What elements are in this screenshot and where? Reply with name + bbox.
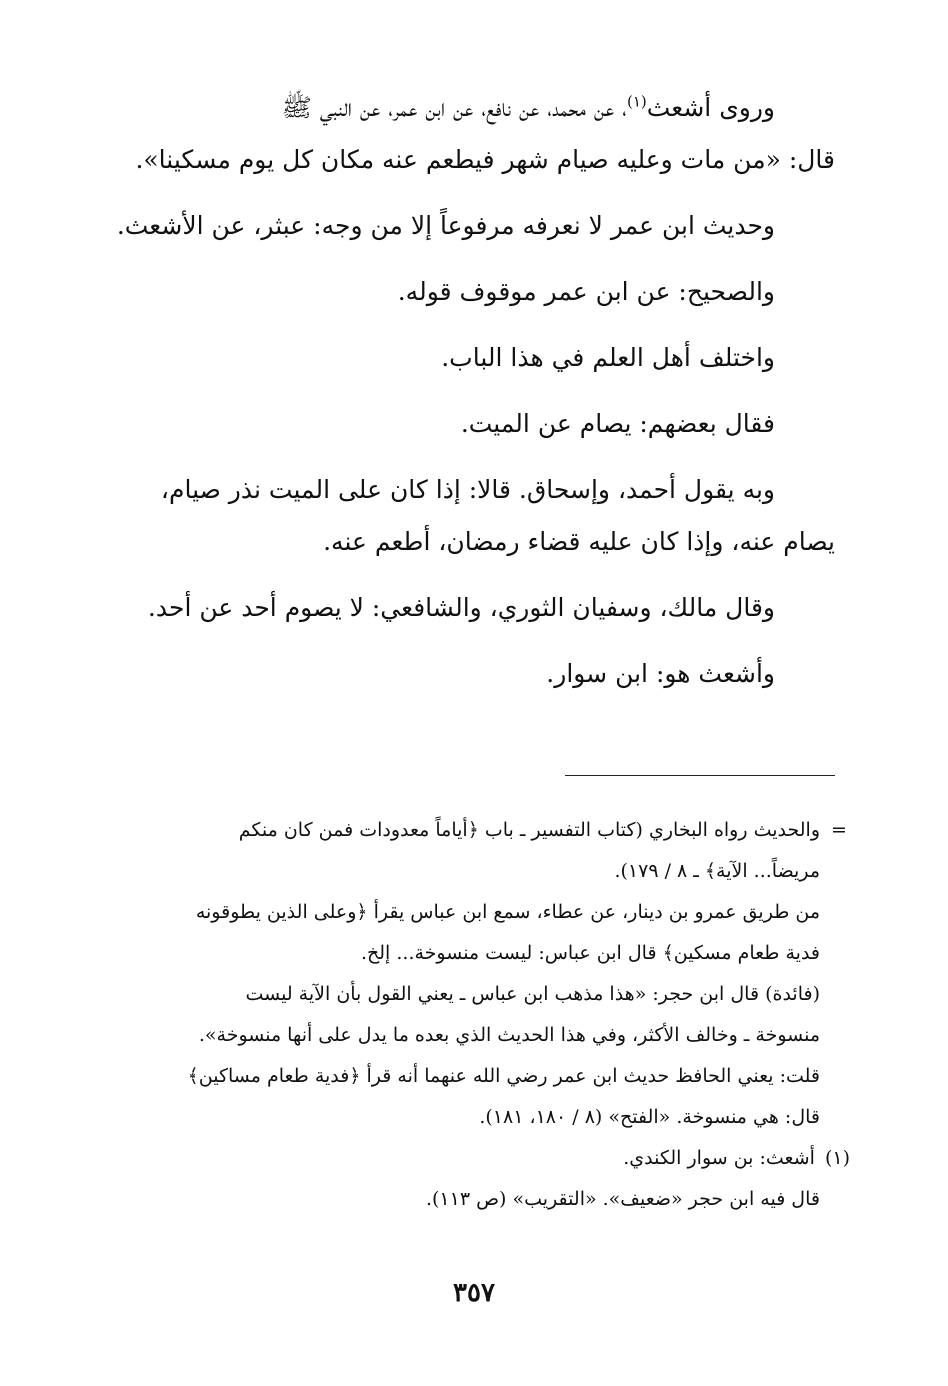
paragraph-ahmad-ishaq-line-2: يصام عنه، وإذا كان عليه قضاء رمضان، أطعم عنه. xyxy=(323,527,835,556)
footnote-separator xyxy=(565,775,835,776)
footnote-ref-1[interactable]: (١) xyxy=(626,92,647,111)
paragraph-hadith-grading: وحديث ابن عمر لا نعرفه مرفوعاً إلا من وجه: عبثر، عن الأشعث. xyxy=(116,211,775,240)
paragraph-first-opinion: فقال بعضهم: يصام عن الميت. xyxy=(460,409,775,438)
paragraph-ahmad-ishaq-line-1: وبه يقول أحمد، وإسحاق. قالا: إذا كان على الميت نذر صيام، xyxy=(160,475,775,504)
footnote-line: من طريق عمرو بن دينار، عن عطاء، سمع ابن عباس يقرأ ﴿وعلى الذين يطوقونه xyxy=(195,901,820,923)
hadith-line-1-start: وروى أشعث xyxy=(646,93,775,122)
footnote-line: فدية طعام مسكين﴾ قال ابن عباس: ليست منسوخة... إلخ. xyxy=(360,942,820,964)
paragraph-narrator-note: وأشعث هو: ابن سوار. xyxy=(546,659,775,688)
footnote-number: (١) xyxy=(824,1147,850,1169)
footnote-1 xyxy=(110,1138,850,1220)
footnote-line xyxy=(110,1138,850,1179)
footnote-line: قال فيه ابن حجر «ضعيف». «التقريب» (ص ١١٣). xyxy=(425,1188,820,1210)
main-text-body xyxy=(110,82,835,700)
footnote-1-text: أشعث: بن سوار الكندي. xyxy=(623,1147,815,1169)
hadith-line-1-end: ، عن محمد، عن نافع، عن ابن عمر، عن النبي ﷺ xyxy=(281,93,627,122)
paragraph-hadith xyxy=(110,82,835,134)
paragraph-correct-view: والصحيح: عن ابن عمر موقوف قوله. xyxy=(397,277,775,306)
paragraph-disagreement: واختلف أهل العلم في هذا الباب. xyxy=(441,343,775,372)
footnote-line: منسوخة ـ وخالف الأكثر، وفي هذا الحديث الذي بعده ما يدل على أنها منسوخة». xyxy=(198,1024,820,1046)
footnote-line: قلت: يعني الحافظ حديث ابن عمر رضي الله عنهما أنه قرأ ﴿فدية طعام مساكين﴾ xyxy=(187,1065,820,1087)
hadith-line-2: قال: «من مات وعليه صيام شهر فيطعم عنه مكان كل يوم مسكينا». xyxy=(135,145,835,174)
footnote-line: قال: هي منسوخة. «الفتح» (٨ / ١٨٠، ١٨١). xyxy=(479,1106,820,1128)
page-number: ٣٥٧ xyxy=(453,1278,495,1308)
footnote-line: والحديث رواه البخاري (كتاب التفسير ـ باب ﴿أياماً معدودات فمن كان منكم xyxy=(238,819,820,841)
footnote-editor-comment xyxy=(110,1056,850,1138)
hadith-line-1 xyxy=(282,93,775,122)
footnote-line: مريضاً... الآية﴾ ـ ٨ / ١٧٩). xyxy=(614,860,820,882)
footnote-continuation-bukhari xyxy=(110,810,850,892)
paragraph-second-opinion: وقال مالك، وسفيان الثوري، والشافعي: لا يصوم أحد عن أحد. xyxy=(147,593,775,622)
footnote-ibn-abbas-chain xyxy=(110,892,850,974)
footnotes-section xyxy=(110,810,850,1220)
footnote-line: (فائدة) قال ابن حجر: «هذا مذهب ابن عباس ـ يعني القول بأن الآية ليست xyxy=(245,983,820,1005)
footnote-benefit-ibn-hajar xyxy=(110,974,850,1056)
continuation-marker: = xyxy=(831,819,847,841)
